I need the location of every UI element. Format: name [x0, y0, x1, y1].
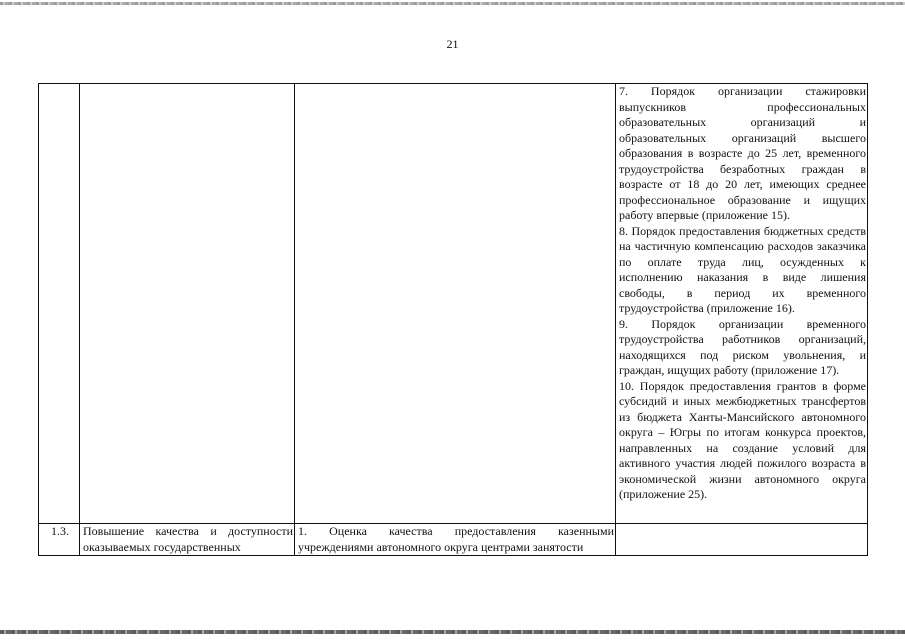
document-item: 9. Порядок организации временного трудоустройства работников организаций, находящихся под риском увольнения, и граждан, ищущих работу (приложение 17).	[619, 316, 866, 377]
document-item: 7. Порядок организации стажировки выпускников профессиональных образовательных организаций и образовательных организаций высшего образования в возрасте до 25 лет, временного трудоустройства безработных граждан в возрасте от 18 до 20 лет, имеющих среднее профессиональное образование и ищущих работу впервые (приложение 15).	[619, 84, 866, 222]
table-row	[39, 524, 868, 556]
scan-bottom-edge	[0, 630, 905, 634]
documents-cell	[616, 84, 868, 524]
scan-top-edge	[0, 2, 905, 5]
program-table	[38, 83, 868, 556]
row-number-cell: 1.3.	[39, 524, 80, 556]
task-cell	[80, 84, 295, 524]
page-number: 21	[446, 37, 459, 51]
activity-cell	[295, 84, 616, 524]
task-cell: Повышение качества и доступности оказываемых государственных	[80, 524, 295, 556]
document-item: 8. Порядок предоставления бюджетных средств на частичную компенсацию расходов заказчика по оплате труда лиц, осужденных к исполнению наказания в виде лишения свободы, в период их временного трудоустройства (приложение 16).	[619, 223, 866, 315]
documents-cell	[616, 524, 868, 556]
activity-cell: 1. Оценка качества предоставления казенными учреждениями автономного округа центрами занятости	[295, 524, 616, 556]
document-item: 10. Порядок предоставления грантов в форме субсидий и иных межбюджетных трансфертов из бюджета Ханты-Мансийского автономного округа – Югры по итогам конкурса проектов, направленных на создание условий для активного участия людей пожилого возраста в экономической жизни автономного округа (приложение 25).	[619, 378, 866, 501]
table-row	[39, 84, 868, 524]
row-number-cell	[39, 84, 80, 524]
